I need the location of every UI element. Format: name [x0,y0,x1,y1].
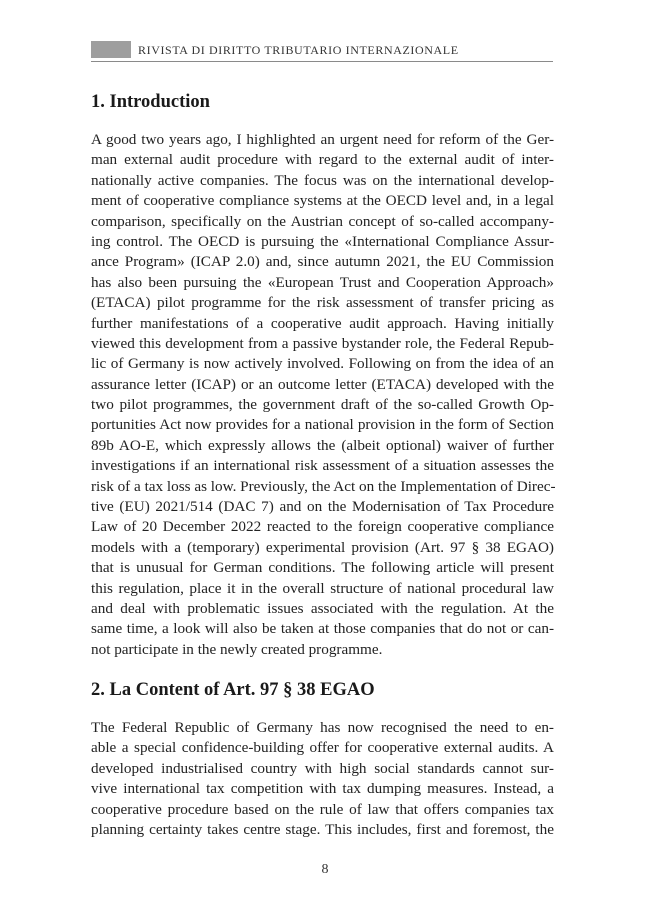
text-line: that is unusual for German conditions. The following article will present [91,559,554,577]
text-line: man external audit procedure with regard to the external audit of inter- [91,151,554,169]
text-line: investigations if an international risk assessment of a situation assesses the [91,457,554,475]
text-line: developed industrialised country with high social standards cannot sur- [91,759,554,777]
text-line: vive international tax competition with tax dumping measures. Instead, a [91,780,554,798]
text-line: and deal with problematic issues associated with the regulation. At the [91,599,554,617]
section-heading-introduction: 1. Introduction [91,92,210,112]
text-line: ance Program» (ICAP 2.0) and, since autumn 2021, the EU Commission [91,253,554,271]
text-line: risk of a tax loss as low. Previously, the Act on the Implementation of Direc- [91,477,556,495]
text-line: The Federal Republic of Germany has now recognised the need to en- [91,719,554,736]
text-line: viewed this development from a passive bystander role, the Federal Repub- [91,334,554,352]
text-line: lic of Germany is now actively involved. Following on from the idea of an [91,355,554,373]
text-line: planning certainty takes centre stage. This includes, first and foremost, the [91,820,554,838]
text-line: ment of cooperative compliance systems at the OECD level and, in a legal [91,192,554,210]
text-line: nationally active companies. The focus was on the international develop- [91,171,554,189]
text-line: not participate in the newly created programme. [91,640,383,658]
text-line: 89b AO-E, which expressly allows the (albeit optional) waiver of further [91,436,554,454]
page-number: 8 [321,862,329,877]
text-line: Law of 20 December 2022 reacted to the foreign cooperative compliance [91,518,554,536]
text-line: this regulation, place it in the overall structure of national procedural law [91,579,554,597]
text-line: tive (EU) 2021/514 (DAC 7) and on the Modernisation of Tax Procedure [91,498,554,516]
text-line: (ETACA) pilot programme for the risk assessment of transfer pricing as [91,294,554,312]
text-line: portunities Act now provides for a national provision in the form of Section [91,416,554,434]
introduction-paragraph [91,130,554,660]
content-paragraph [91,718,554,840]
text-line: models with a (temporary) experimental provision (Art. 97 § 38 EGAO) [91,538,554,556]
text-line: assurance letter (ICAP) or an outcome letter (ETACA) developed with the [91,375,554,393]
text-line: ing control. The OECD is pursuing the «International Compliance Assur- [91,232,554,250]
text-line: further manifestations of a cooperative audit approach. Having initially [91,314,554,332]
text-line: able a special confidence-building offer for cooperative external audits. A [91,739,554,757]
header-marker-bar [91,41,131,58]
text-line: same time, a look will also be taken at those companies that do not or can- [91,620,554,638]
journal-title: RIVISTA DI DIRITTO TRIBUTARIO INTERNAZIONALE [138,43,459,57]
running-header [91,41,553,62]
text-line: cooperative procedure based on the rule of law that offers companies tax [91,800,554,818]
text-line: A good two years ago, I highlighted an urgent need for reform of the Ger- [91,131,554,148]
section-heading-content: 2. La Content of Art. 97 § 38 EGAO [91,680,375,700]
text-line: has also been pursuing the «European Trust and Cooperation Approach» [91,273,554,291]
text-line: two pilot programmes, the government draft of the so-called Growth Op- [91,396,554,414]
text-line: comparison, specifically on the Austrian concept of so-called accompany- [91,212,554,230]
